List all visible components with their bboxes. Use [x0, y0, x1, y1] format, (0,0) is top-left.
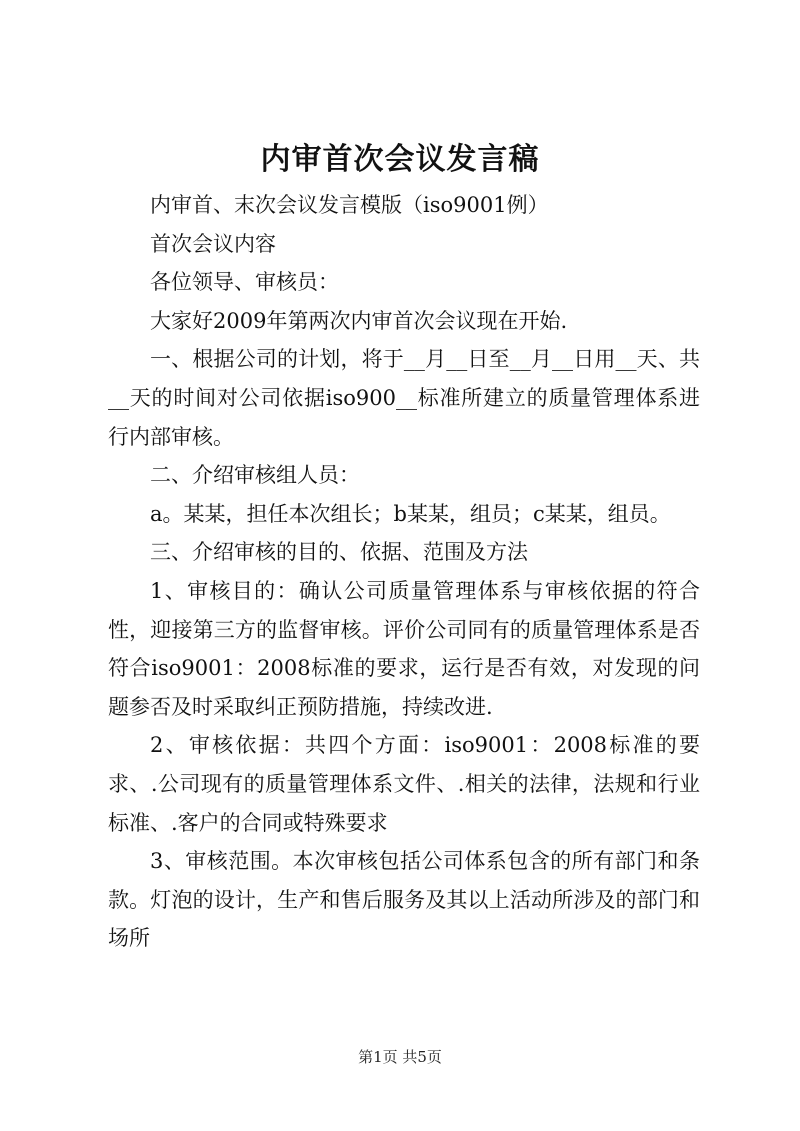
paragraph-purpose-heading: 三、介绍审核的目的、依据、范围及方法: [150, 540, 528, 565]
page-footer: 第1页 共5页: [358, 1048, 442, 1066]
paragraph-greeting: 各位领导、审核员：: [150, 270, 339, 295]
paragraph-team-members: a。某某，担任本次组长；b某某，组员；c某某，组员。: [150, 501, 671, 526]
paragraph-audit-purpose: 1、审核目的：确认公司质量管理体系与审核依据的符合性，迎接第三方的监督审核。评价公司同有的质量管理体系是否符合iso9001：2008标准的要求，运行是否有效，对发现的问题参否及时采取纠正预防措施，持续改进.: [108, 578, 700, 719]
document-body: [108, 186, 700, 958]
paragraph-plan: 一、根据公司的计划，将于__月__日至__月__日用__天、共__天的时间对公司依据iso900__标准所建立的质量管理体系进行内部审核。: [108, 347, 700, 449]
paragraph-opening: 大家好2009年第两次内审首次会议现在开始.: [150, 308, 568, 333]
paragraph-audit-scope: 3、审核范围。本次审核包括公司体系包含的所有部门和条款。灯泡的设计，生产和售后服务及其以上活动所涉及的部门和场所: [108, 849, 700, 951]
paragraph-team-heading: 二、介绍审核组人员：: [150, 463, 360, 488]
paragraph-audit-basis: 2、审核依据：共四个方面：iso9001：2008标准的要求、.公司现有的质量管理体系文件、.相关的法律，法规和行业标准、.客户的合同或特殊要求: [108, 733, 700, 835]
paragraph-template-intro: 内审首、末次会议发言模版（iso9001例）: [150, 193, 549, 217]
paragraph-meeting-content: 首次会议内容: [150, 231, 276, 256]
document-title: 内审首次会议发言稿: [260, 142, 540, 177]
